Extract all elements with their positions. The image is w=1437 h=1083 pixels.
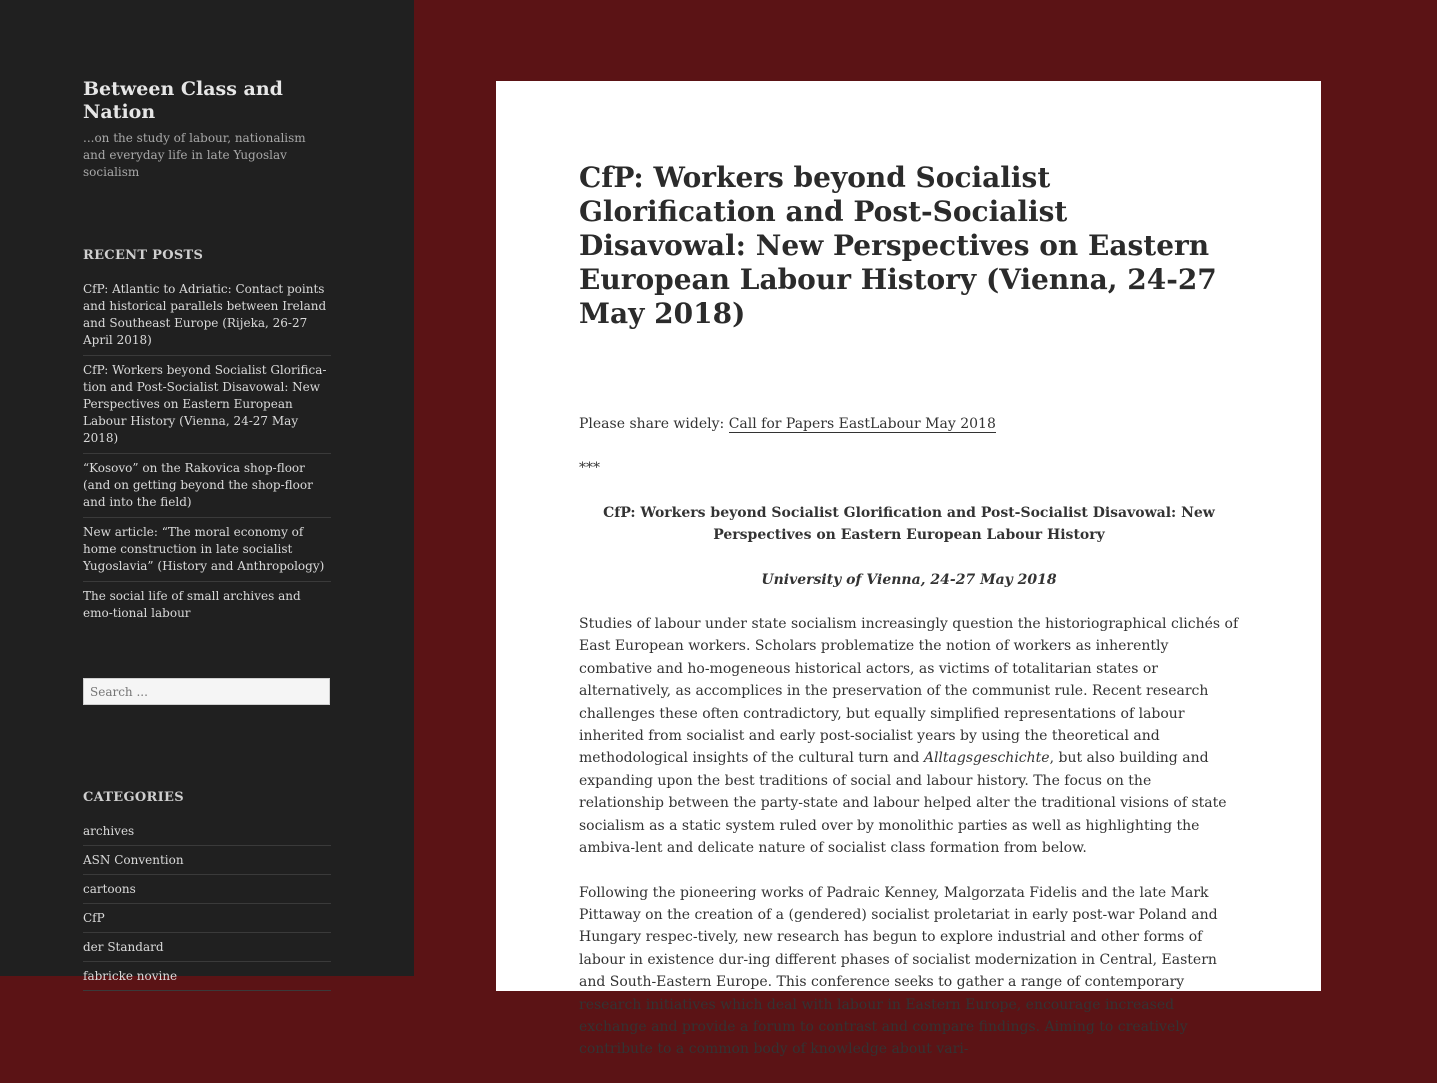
post-article <box>579 161 1239 1083</box>
sidebar <box>0 0 414 983</box>
categories-title: CATEGORIES <box>83 790 184 805</box>
category-link[interactable]: cartoons <box>83 875 331 904</box>
paragraph-1-emphasis: Alltagsgeschichte <box>923 750 1050 767</box>
site-title[interactable]: Between Class and Nation <box>83 78 283 123</box>
separator: *** <box>579 460 600 477</box>
category-link[interactable]: archives <box>83 823 331 846</box>
paragraph-1-text-a: Studies of labour under state socialism increasingly question the historiographical clichés of East European workers. Scholars problematize the notion of workers as inherently combative and ho-mogeneous historical actors, as victims of totalitarian states or alternatively, as accomplices in the preservation of the communist rule. Recent research challenges these often contradictory, but equally simplified representations of labour inherited from socialist and early post-socialist years by using the theoretical and methodological insights of the cultural turn and <box>579 616 1239 767</box>
category-link[interactable]: der Standard <box>83 933 331 962</box>
recent-post-link[interactable]: CfP: Workers beyond Socialist Glorifica-tion and Post-Socialist Disavowal: New Perspectives on Eastern European Labour History (Vienna, 24-27 May 2018) <box>83 356 331 454</box>
recent-post-link[interactable]: The social life of small archives and emo-tional labour <box>83 589 301 620</box>
recent-posts-widget <box>83 248 331 628</box>
site-description: ...on the study of labour, nationalism and everyday life in late Yugoslav socialism <box>83 131 306 179</box>
post-content <box>579 413 1239 1061</box>
recent-posts-title: RECENT POSTS <box>83 248 204 263</box>
post-title: CfP: Workers beyond Socialist Glorification and Post-Socialist Disavowal: New Perspectives on Eastern European Labour History (Vienna, 24-27 May 2018) <box>579 161 1217 330</box>
recent-post-link[interactable]: CfP: Atlantic to Adriatic: Contact points and historical parallels between Ireland and Southeast Europe (Rijeka, 26-27 April 2018) <box>83 281 331 356</box>
categories-widget <box>83 790 331 991</box>
paragraph-2: Following the pioneering works of Padraic Kenney, Malgorzata Fidelis and the late Mark Pittaway on the creation of a (gendered) socialist proletariat in early post-war Poland and Hungary respec-tively, new research has begun to explore industrial and other forms of labour in existence dur-ing different phases of socialist modernization in Central, Eastern and South-Eastern Europe. This conference seeks to gather a range of contemporary research initiatives which deal with labour in Eastern Europe, encourage increased exchange and provide a forum to contrast and compare findings. Aiming to creatively contribute to a common body of knowledge about vari- <box>579 884 1218 1058</box>
share-line <box>579 413 1239 435</box>
category-link[interactable]: ASN Convention <box>83 846 331 875</box>
recent-post-link[interactable]: New article: “The moral economy of home construction in late socialist Yugoslavia” (History and Anthropology) <box>83 518 331 582</box>
categories-list <box>83 823 331 991</box>
sidebar-content <box>83 78 331 983</box>
recent-post-link[interactable]: “Kosovo” on the Rakovica shop-floor (and on getting beyond the shop-floor and into the field) <box>83 454 331 518</box>
recent-posts-list <box>83 281 331 628</box>
search-widget <box>83 678 331 705</box>
post-subtitle: CfP: Workers beyond Socialist Glorification and Post-Socialist Disavowal: New Perspectives on Eastern European Labour History <box>603 504 1215 544</box>
category-link[interactable]: CfP <box>83 904 331 933</box>
category-link[interactable]: fabricke novine <box>83 962 331 991</box>
share-prefix: Please share widely: <box>579 416 729 432</box>
search-input[interactable] <box>83 678 330 705</box>
paragraph-1-text-b: , but also building and expanding upon the best traditions of social and labour history. The focus on the relationship between the party-state and labour helped alter the traditional visions of state socialism as a static system ruled over by monolithic parties as well as highlighting the ambiva-lent and delicate nature of socialist class formation from below. <box>579 750 1227 857</box>
call-for-papers-link[interactable]: Call for Papers EastLabour May 2018 <box>728 416 996 432</box>
post-card <box>496 81 1321 1058</box>
paragraph-1 <box>579 613 1239 859</box>
venue-line: University of Vienna, 24-27 May 2018 <box>761 571 1057 588</box>
